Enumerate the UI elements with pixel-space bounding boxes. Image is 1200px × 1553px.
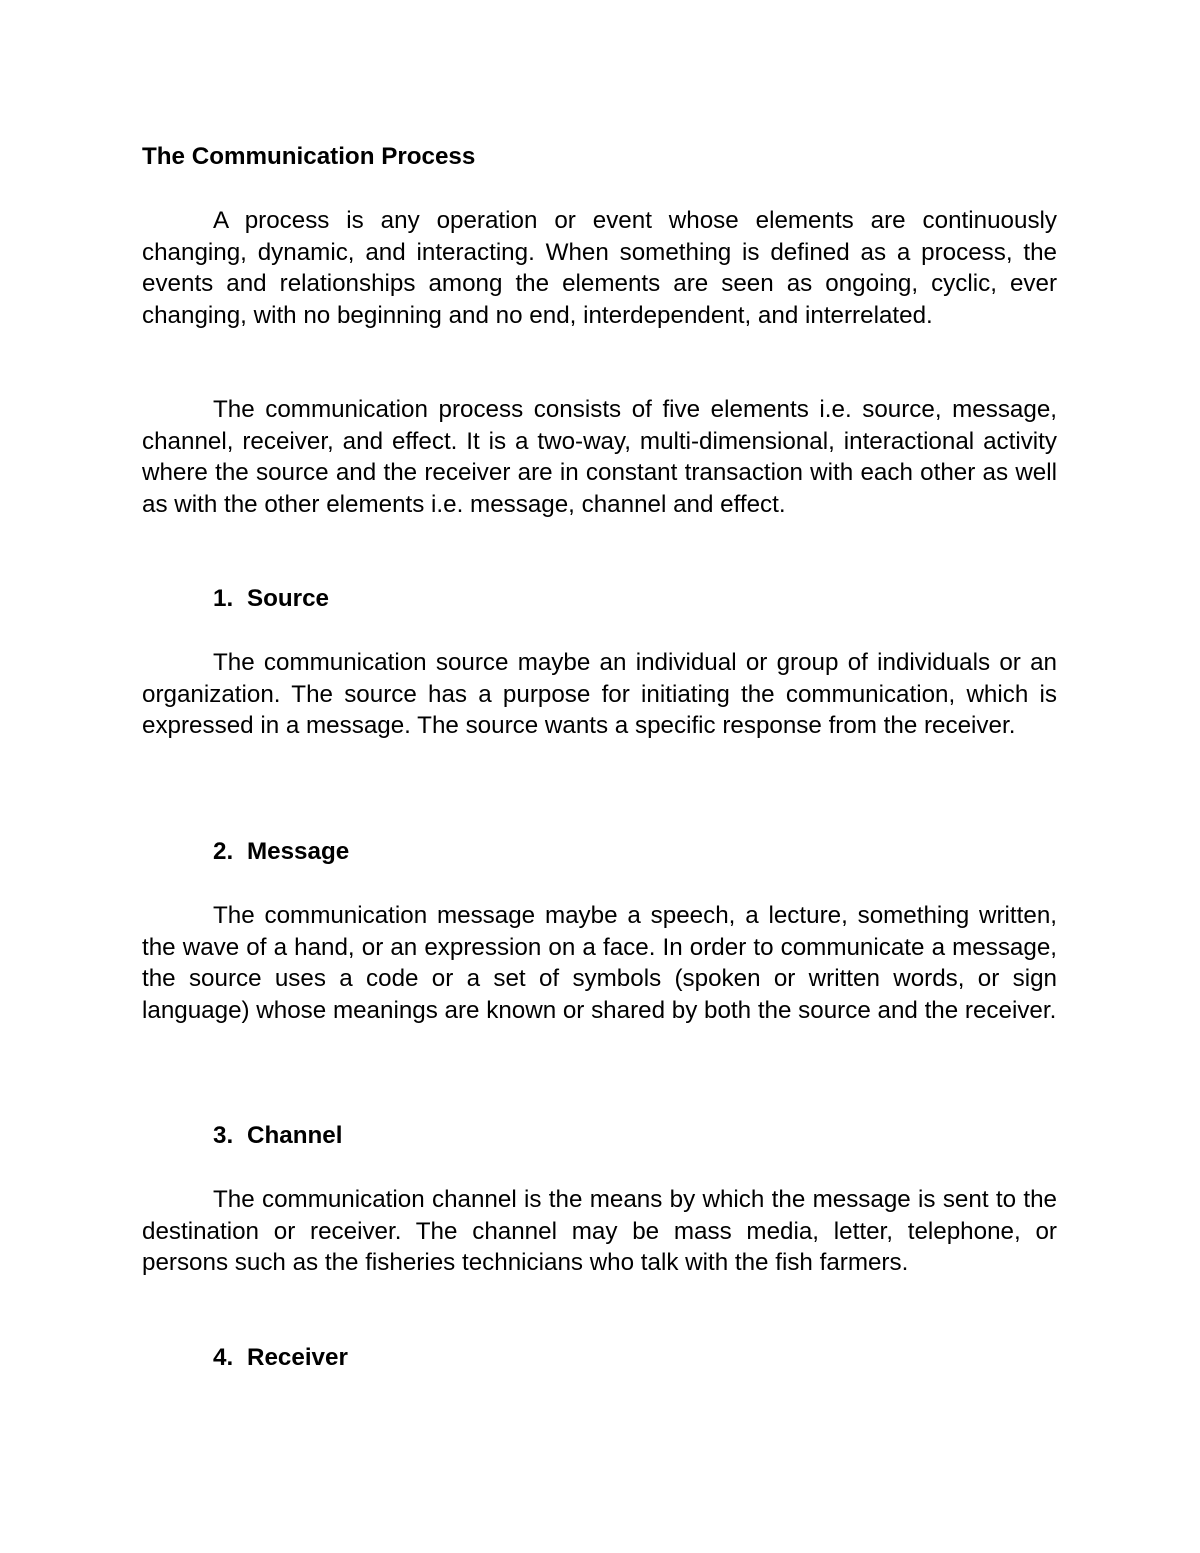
section-body-source: The communication source maybe an individual or group of individuals or an organization. The source has a purpose for initiating the communication, which is expressed in a message. The source wants a specific response from the receiver. [142,649,1057,739]
section-number: 3. [213,1122,234,1149]
section-title: Receiver [247,1344,348,1371]
section-title: Message [247,838,350,865]
section-body-message: The communication message maybe a speech, a lecture, something written, the wave of a hand, or an expression on a face. In order to communicate a message, the source uses a code or a set of symbols (spoken or written words, or sign language) whose meanings are known or shared by both the source and the receiver. [142,902,1057,1024]
section-title: Channel [247,1122,343,1149]
section-heading-channel [213,1120,342,1152]
section-heading-receiver [213,1342,348,1374]
section-heading-source [213,583,329,615]
section-number: 4. [213,1344,234,1371]
document-title: The Communication Process [142,143,476,170]
intro-paragraph-process: A process is any operation or event whose elements are continuously changing, dynamic, and interacting. When something is defined as a process, the events and relationships among the elements are seen as ongoing, cyclic, ever changing, with no beginning and no end, interdependent, and interrelated. [142,207,1057,329]
section-heading-message [213,836,349,868]
section-number: 1. [213,585,234,612]
section-title: Source [247,585,329,612]
section-number: 2. [213,838,234,865]
section-body-channel: The communication channel is the means by which the message is sent to the destination or receiver. The channel may be mass media, letter, telephone, or persons such as the fisheries technicians who talk with the fish farmers. [142,1186,1057,1276]
intro-paragraph-elements: The communication process consists of five elements i.e. source, message, channel, receiver, and effect. It is a two-way, multi-dimensional, interactional activity where the source and the receiver are in constant transaction with each other as well as with the other elements i.e. message, channel and effect. [142,396,1057,518]
